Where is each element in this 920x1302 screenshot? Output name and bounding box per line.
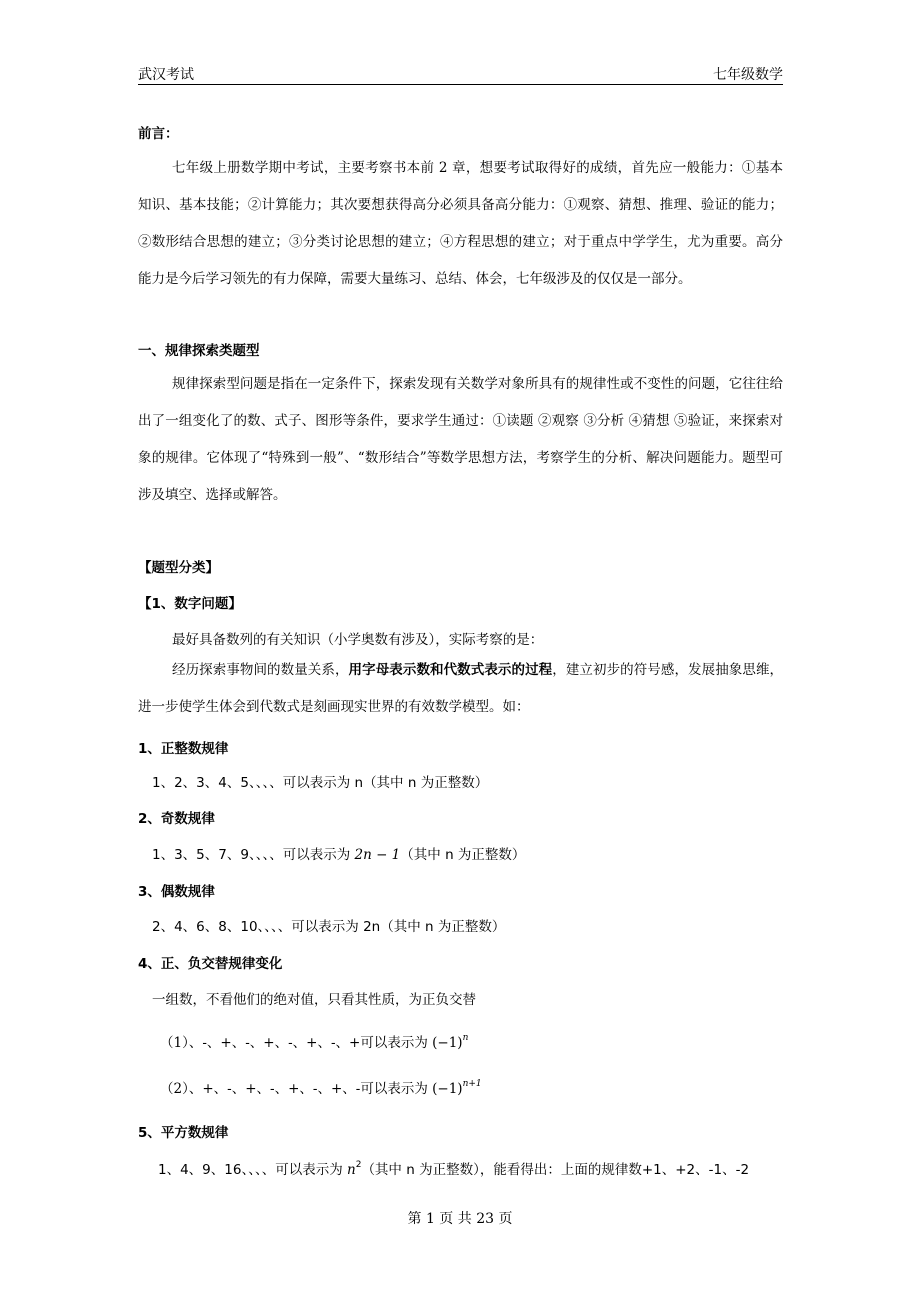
rule5-seq: 1、4、9、16、、、、可以表示为 bbox=[158, 1162, 343, 1178]
rule2-title: 2、奇数规律 bbox=[138, 811, 215, 827]
rule5-line bbox=[158, 1158, 749, 1178]
rule4-case1-base: (−1) bbox=[432, 1035, 463, 1051]
rule1-note: （其中 n 为正整数） bbox=[363, 775, 489, 791]
classification-title: 【题型分类】 bbox=[138, 560, 219, 576]
rule4-title: 4、正、负交替规律变化 bbox=[138, 956, 283, 972]
rule1-line bbox=[152, 771, 488, 791]
rule2-seq: 1、3、5、7、9、、、、可以表示为 bbox=[152, 847, 351, 863]
rule3-line bbox=[152, 915, 505, 935]
rule5-note: （其中 n 为正整数），能看得出：上面的规律数+1、+2、-1、-2 bbox=[361, 1162, 750, 1178]
rule4-case1-text: （1）、-、+、-、+、-、+、-、+可以表示为 bbox=[160, 1035, 428, 1051]
preface-body: 七年级上册数学期中考试，主要考察书本前 2 章，想要考试取得好的成绩，首先应一般能力：①基本知识、基本技能；②计算能力；其次要想获得高分必须具备高分能力：①观察、猜想、推理、验证的能力；②数形结合思想的建立；③分类讨论思想的建立；④方程思想的建立；对于重点中学学生，尤为重要。高分能力是今后学习领先的有力保障，需要大量练习、总结、体会，七年级涉及的仅仅是一部分。 bbox=[138, 160, 783, 287]
preface-title: 前言： bbox=[138, 126, 179, 142]
rule4-case2-exp: n+1 bbox=[462, 1079, 482, 1089]
rule4-case1 bbox=[160, 1031, 468, 1051]
header-divider bbox=[138, 84, 783, 85]
rule3-expr: 2n bbox=[363, 919, 381, 935]
rule2-note: （其中 n 为正整数） bbox=[400, 847, 526, 863]
page-footer: 第 1 页 共 23 页 bbox=[407, 1211, 513, 1227]
rule1-seq: 1、2、3、4、5、、、、可以表示为 bbox=[152, 775, 351, 791]
rule3-note: （其中 n 为正整数） bbox=[380, 919, 506, 935]
rule4-case2-base: (−1) bbox=[432, 1081, 463, 1097]
rule2-expr: 2n − 1 bbox=[354, 847, 401, 863]
paragraph-bold-phrase: 用字母表示数和代数式表示的过程 bbox=[348, 662, 553, 678]
number-problem-title: 【1、数字问题】 bbox=[138, 596, 242, 612]
paragraph-text-b: ，建立初步的符号感，发展抽象思维，进一步使学生体会到代数式是刻画现实世界的有效数学模型。如： bbox=[138, 662, 784, 715]
rule4-desc: 一组数，不看他们的绝对值，只看其性质，为正负交替 bbox=[152, 992, 476, 1008]
rule1-title: 1、正整数规律 bbox=[138, 741, 229, 757]
rule4-case2 bbox=[160, 1077, 482, 1097]
rule1-expr: n bbox=[354, 775, 364, 791]
section1-body: 规律探索型问题是指在一定条件下，探索发现有关数学对象所具有的规律性或不变性的问题，它往往给出了一组变化了的数、式子、图形等条件，要求学生通过：①读题 ②观察 ③分析 ④猜想 ⑤验证，来探索对象的规律。它体现了“特殊到一般”、“数形结合”等数学思想方法，考察学生的分析、解决问题能力。题型可涉及填空、选择或解答。 bbox=[138, 376, 783, 503]
number-problem-paragraph bbox=[138, 652, 783, 726]
number-problem-intro: 最好具备数列的有关知识（小学奥数有涉及），实际考察的是： bbox=[172, 632, 544, 648]
header-left: 武汉考试 bbox=[138, 67, 194, 83]
rule3-title: 3、偶数规律 bbox=[138, 884, 215, 900]
rule5-exp: 2 bbox=[355, 1160, 362, 1170]
paragraph-text-a: 经历探索事物间的数量关系， bbox=[172, 662, 349, 678]
rule2-line bbox=[152, 843, 525, 863]
header-right: 七年级数学 bbox=[713, 67, 783, 83]
rule4-case2-text: （2）、+、-、+、-、+、-、+、-可以表示为 bbox=[160, 1081, 428, 1097]
rule5-base: n bbox=[347, 1162, 356, 1178]
rule3-seq: 2、4、6、8、10、、、、可以表示为 bbox=[152, 919, 359, 935]
rule5-title: 5、平方数规律 bbox=[138, 1125, 229, 1141]
section1-title: 一、规律探索类题型 bbox=[138, 343, 260, 359]
rule4-case1-exp: n bbox=[462, 1033, 469, 1043]
